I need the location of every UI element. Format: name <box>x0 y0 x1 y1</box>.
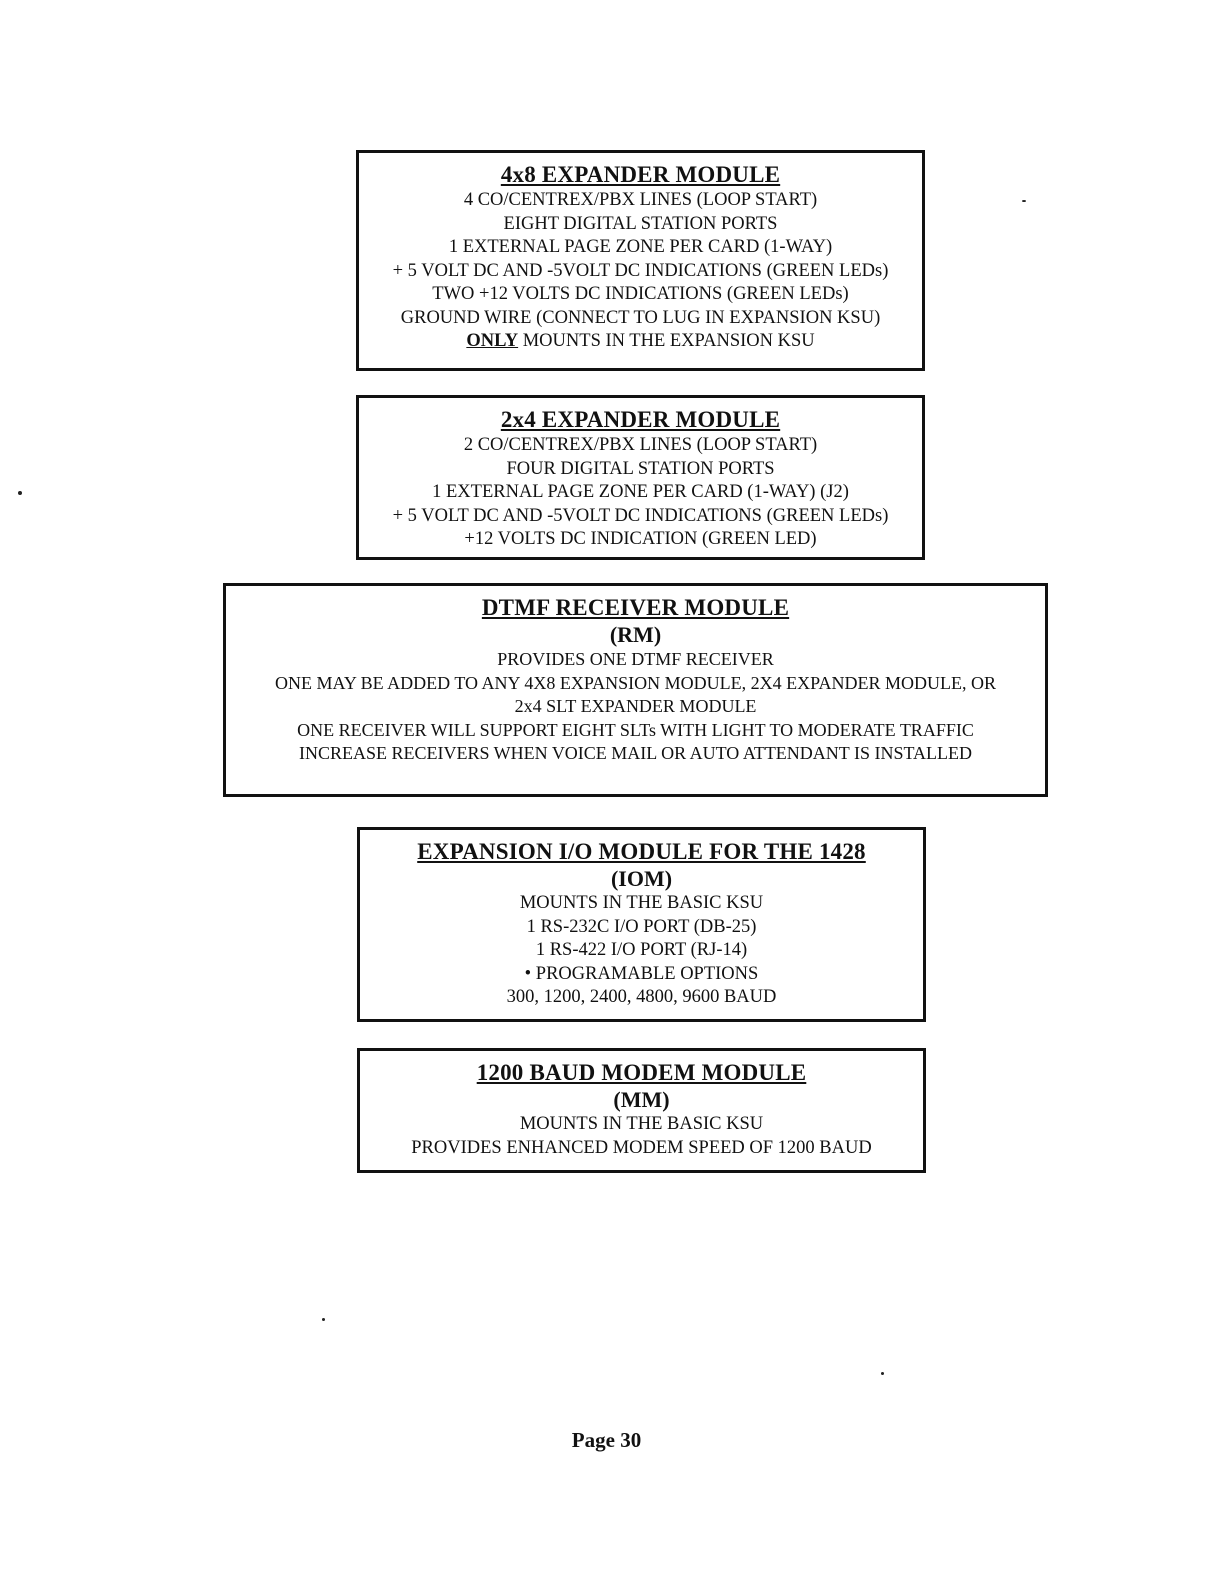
module-line: MOUNTS IN THE BASIC KSU <box>519 893 764 913</box>
scan-speck <box>18 491 22 495</box>
module-line: 1 EXTERNAL PAGE ZONE PER CARD (1-WAY) (J2) <box>432 482 849 502</box>
emphasis-only: ONLY <box>466 331 519 351</box>
mounting-text: MOUNTS IN THE EXPANSION KSU <box>518 331 815 351</box>
module-line: + 5 VOLT DC AND -5VOLT DC INDICATIONS (GREEN LEDs) <box>392 505 889 526</box>
module-line: ONE MAY BE ADDED TO ANY 4X8 EXPANSION MODULE, 2X4 EXPANDER MODULE, OR <box>274 672 997 693</box>
module-box-2x4-expander <box>356 395 925 560</box>
module-line: EIGHT DIGITAL STATION PORTS <box>503 213 778 234</box>
module-subtitle: (RM) <box>609 622 662 647</box>
module-line: FOUR DIGITAL STATION PORTS <box>506 458 775 479</box>
module-title: 2x4 EXPANDER MODULE <box>500 407 781 432</box>
module-line: ONE RECEIVER WILL SUPPORT EIGHT SLTs WITH LIGHT TO MODERATE TRAFFIC <box>297 719 974 740</box>
module-subtitle: (MM) <box>613 1087 670 1112</box>
module-line: GROUND WIRE (CONNECT TO LUG IN EXPANSION KSU) <box>400 307 881 328</box>
module-line: TWO +12 VOLTS DC INDICATIONS (GREEN LEDs) <box>432 284 849 304</box>
module-line: MOUNTS IN THE BASIC KSU <box>519 1114 764 1134</box>
page-number: Page 30 <box>571 1428 642 1452</box>
module-line: INCREASE RECEIVERS WHEN VOICE MAIL OR AUTO ATTENDANT IS INSTALLED <box>298 743 973 763</box>
module-line: 2x4 SLT EXPANDER MODULE <box>514 696 757 716</box>
scan-speck <box>322 1318 325 1321</box>
module-line: PROVIDES ENHANCED MODEM SPEED OF 1200 BAUD <box>411 1137 872 1158</box>
module-title: 1200 BAUD MODEM MODULE <box>476 1060 807 1085</box>
module-box-1200-baud-modem <box>357 1048 926 1173</box>
scan-speck <box>1022 200 1026 202</box>
module-title: EXPANSION I/O MODULE FOR THE 1428 <box>417 839 866 864</box>
module-line: • PROGRAMABLE OPTIONS <box>524 963 759 984</box>
module-box-dtmf-receiver <box>223 583 1048 797</box>
module-line: 300, 1200, 2400, 4800, 9600 BAUD <box>506 987 777 1007</box>
module-line-mounting <box>359 330 922 354</box>
module-line: 2 CO/CENTREX/PBX LINES (LOOP START) <box>463 435 818 455</box>
module-line: + 5 VOLT DC AND -5VOLT DC INDICATIONS (GREEN LEDs) <box>392 260 889 281</box>
module-title: DTMF RECEIVER MODULE <box>481 595 790 620</box>
module-line: 4 CO/CENTREX/PBX LINES (LOOP START) <box>463 190 818 210</box>
module-box-expansion-io <box>357 827 926 1022</box>
module-box-4x8-expander <box>356 150 925 371</box>
module-line: +12 VOLTS DC INDICATION (GREEN LED) <box>464 529 817 549</box>
module-line: 1 RS-232C I/O PORT (DB-25) <box>526 916 757 937</box>
module-line: 1 EXTERNAL PAGE ZONE PER CARD (1-WAY) <box>448 237 833 257</box>
module-title: 4x8 EXPANDER MODULE <box>500 162 781 187</box>
module-subtitle: (IOM) <box>610 866 673 891</box>
module-line: PROVIDES ONE DTMF RECEIVER <box>497 649 774 669</box>
module-line: 1 RS-422 I/O PORT (RJ-14) <box>535 940 748 960</box>
scan-speck <box>881 1372 884 1375</box>
